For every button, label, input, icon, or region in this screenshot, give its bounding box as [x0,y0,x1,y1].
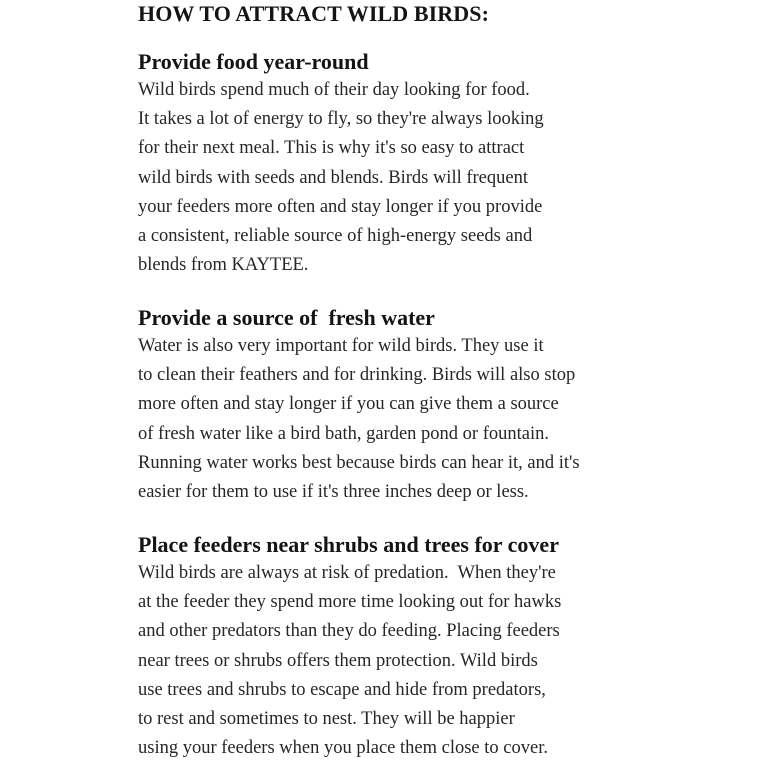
text-line: and other predators than they do feeding. Placing feeders [138,621,560,642]
section-body [138,76,658,280]
section-heading: Place feeders near shrubs and trees for cover [138,532,559,557]
section-heading: Provide food year-round [138,49,369,74]
text-line: a consistent, reliable source of high-energy seeds and [138,226,533,247]
text-line: to clean their feathers and for drinking. Birds will also stop [138,365,576,386]
text-line: your feeders more often and stay longer if you provide [138,196,543,217]
text-line: Water is also very important for wild birds. They use it [138,336,544,356]
text-line: Wild birds are always at risk of predation. When they're [138,563,556,583]
text-line: for their next meal. This is why it's so easy to attract [138,138,525,159]
text-line: wild birds with seeds and blends. Birds will frequent [138,167,528,188]
text-line: near trees or shrubs offers them protection. Wild birds [138,650,538,671]
text-line: to rest and sometimes to nest. They will be happier [138,709,515,730]
section-heading: Provide a source of fresh water [138,305,435,330]
text-line: It takes a lot of energy to fly, so they're always looking [138,109,544,130]
text-line: at the feeder they spend more time looking out for hawks [138,592,562,613]
text-line: using your feeders when you place them close to cover. [138,738,548,759]
text-line: Running water works best because birds can hear it, and it's [138,452,580,473]
section-food [138,48,658,280]
text-line: use trees and shrubs to escape and hide from predators, [138,679,546,700]
section-cover [138,531,658,763]
text-line: of fresh water like a bird bath, garden pond or fountain. [138,423,549,444]
text-line: easier for them to use if it's three inches deep or less. [138,482,529,503]
section-body [138,332,658,507]
section-water [138,304,658,507]
text-line: Wild birds spend much of their day looking for food. [138,80,530,100]
text-line: more often and stay longer if you can give them a source [138,394,559,415]
section-body [138,559,658,763]
page-title: HOW TO ATTRACT WILD BIRDS: [138,1,490,26]
text-line: blends from KAYTEE. [138,255,309,276]
